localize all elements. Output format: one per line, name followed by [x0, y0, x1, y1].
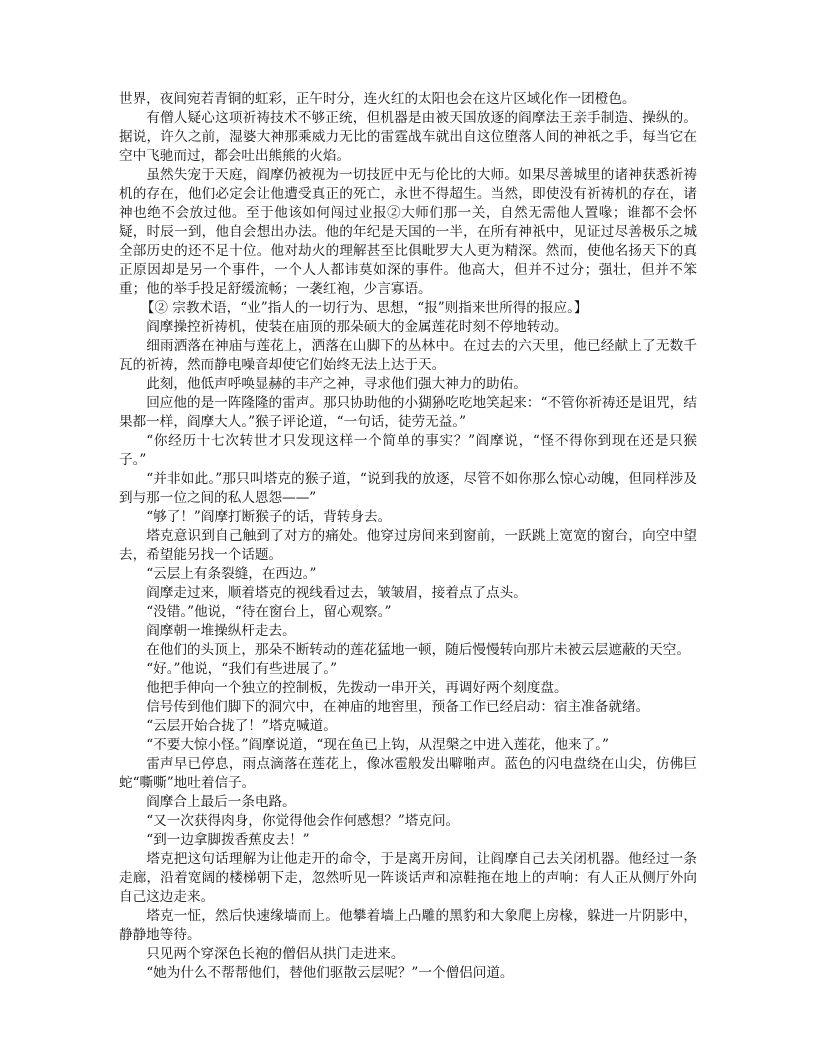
paragraph-28: 塔克一怔，然后快速缘墙而上。他攀着墙上凸雕的黑豹和大象爬上房椽，躲进一片阴影中，静静地等待。	[119, 908, 697, 943]
paragraph-21: “云层开始合拢了！”塔克喊道。	[146, 718, 337, 734]
paragraph-25: “又一次获得肉身，你觉得他会作何感想？”塔克问。	[146, 813, 460, 829]
paragraph-24: 阎摩合上最后一条电路。	[146, 794, 296, 810]
paragraph-3: 虽然失宠于天庭，阎摩仍被视为一切技匠中无与伦比的大师。如果尽善城里的诸神获悉祈祷机的存在，他们必定会让他遭受真正的死亡，永世不得超生。当然，即使没有祈祷机的存在，诸神也绝不会放过他。至于他该如何闯过业报②大师们那一关，自然无需他人置喙；谁都不会怀疑，时辰一到，他自会想出办法。他的年纪是天国的一半，在所有神祇中，见证过尽善极乐之城全部历史的还不足十位。他对劫火的理解甚至比俱毗罗大人更为精深。然而，使他名扬天下的真正原因却是另一个事件，一个人人都讳莫如深的事件。他高大，但并不过分；强壮，但并不笨重；他的举手投足舒缓流畅；一袭红袍，少言寡语。	[119, 167, 697, 297]
paragraph-12: 塔克意识到自己触到了对方的痛处。他穿过房间来到窗前，一跃跳上宽宽的窗台，向空中望去，希望能另找一个话题。	[119, 528, 697, 563]
paragraph-30: “她为什么不帮帮他们，替他们驱散云层呢？”一个僧侣问道。	[146, 965, 514, 981]
paragraph-5: 阎摩操控祈祷机，使装在庙顶的那朵硕大的金属莲花时刻不停地转动。	[146, 319, 568, 335]
paragraph-6: 细雨洒落在神庙与莲花上，洒落在山脚下的丛林中。在过去的六天里，他已经献上了无数千瓦的祈祷，然而静电噪音却使它们始终无法上达于天。	[119, 338, 697, 373]
paragraph-1: 世界，夜间宛若青铜的虹彩，正午时分，连火红的太阳也会在这片区域化作一团橙色。	[119, 91, 636, 107]
paragraph-23: 雷声早已停息，雨点滴落在莲花上，像冰雹般发出噼啪声。蓝色的闪电盘绕在山尖，仿佛巨蛇“嘶嘶”地吐着信子。	[119, 756, 697, 791]
paragraph-2: 有僧人疑心这项祈祷技术不够正统，但机器是由被天国放逐的阎摩法王亲手制造、操纵的。据说，许久之前，湿婆大神那乘威力无比的雷霆战车就出自这位堕落人间的神祇之手，每当它在空中飞驰而过，都会吐出熊熊的火焰。	[119, 110, 697, 164]
document-page	[119, 90, 697, 983]
paragraph-9: “你经历十七次转世才只发现这样一个简单的事实？”阎摩说，“怪不得你到现在还是只猴子。”	[119, 433, 697, 468]
paragraph-29: 只见两个穿深色长袍的僧侣从拱门走进来。	[146, 946, 405, 962]
paragraph-19: 他把手伸向一个独立的控制板，先拨动一串开关，再调好两个刻度盘。	[146, 680, 568, 696]
paragraph-20: 信号传到他们脚下的洞穴中，在神庙的地窖里，预备工作已经启动：宿主准备就绪。	[146, 699, 650, 715]
paragraph-7: 此刻，他低声呼唤显赫的丰产之神，寻求他们强大神力的助佑。	[146, 376, 527, 392]
paragraph-8: 回应他的是一阵隆隆的雷声。那只协助他的小猢狲吃吃地笑起来：“不管你祈祷还是诅咒，结果都一样，阎摩大人。”猴子评论道，“一句话，徒劳无益。”	[119, 395, 697, 430]
paragraph-22: “不要大惊小怪。”阎摩说道，“现在鱼已上钩，从涅槃之中进入莲花，他来了。”	[146, 737, 609, 753]
footnote-2: 【② 宗教术语，“业”指人的一切行为、思想，“报”则指来世所得的报应。】	[140, 300, 588, 316]
paragraph-11: “够了！”阎摩打断猴子的话，背转身去。	[146, 509, 392, 525]
paragraph-15: “没错。”他说，“待在窗台上，留心观察。”	[146, 604, 392, 620]
paragraph-26: “到一边拿脚拨香蕉皮去！”	[146, 832, 310, 848]
paragraph-18: “好。”他说，“我们有些进展了。”	[146, 661, 338, 677]
paragraph-10: “并非如此。”那只叫塔克的猴子道，“说到我的放逐，尽管不如你那么惊心动魄，但同样涉及到与那一位之间的私人恩怨——”	[119, 471, 697, 506]
paragraph-27: 塔克把这句话理解为让他走开的命令，于是离开房间，让阎摩自己去关闭机器。他经过一条走廊，沿着宽阔的楼梯朝下走，忽然听见一阵谈话声和凉鞋拖在地上的声响：有人正从侧厅外向自己这边走来。	[119, 851, 697, 905]
paragraph-14: 阎摩走过来，顺着塔克的视线看过去，皱皱眉，接着点了点头。	[146, 585, 527, 601]
paragraph-16: 阎摩朝一堆操纵杆走去。	[146, 623, 296, 639]
paragraph-17: 在他们的头顶上，那朵不断转动的莲花猛地一顿，随后慢慢转向那片未被云层遮蔽的天空。	[146, 642, 690, 658]
paragraph-13: “云层上有条裂缝，在西边。”	[146, 566, 317, 582]
